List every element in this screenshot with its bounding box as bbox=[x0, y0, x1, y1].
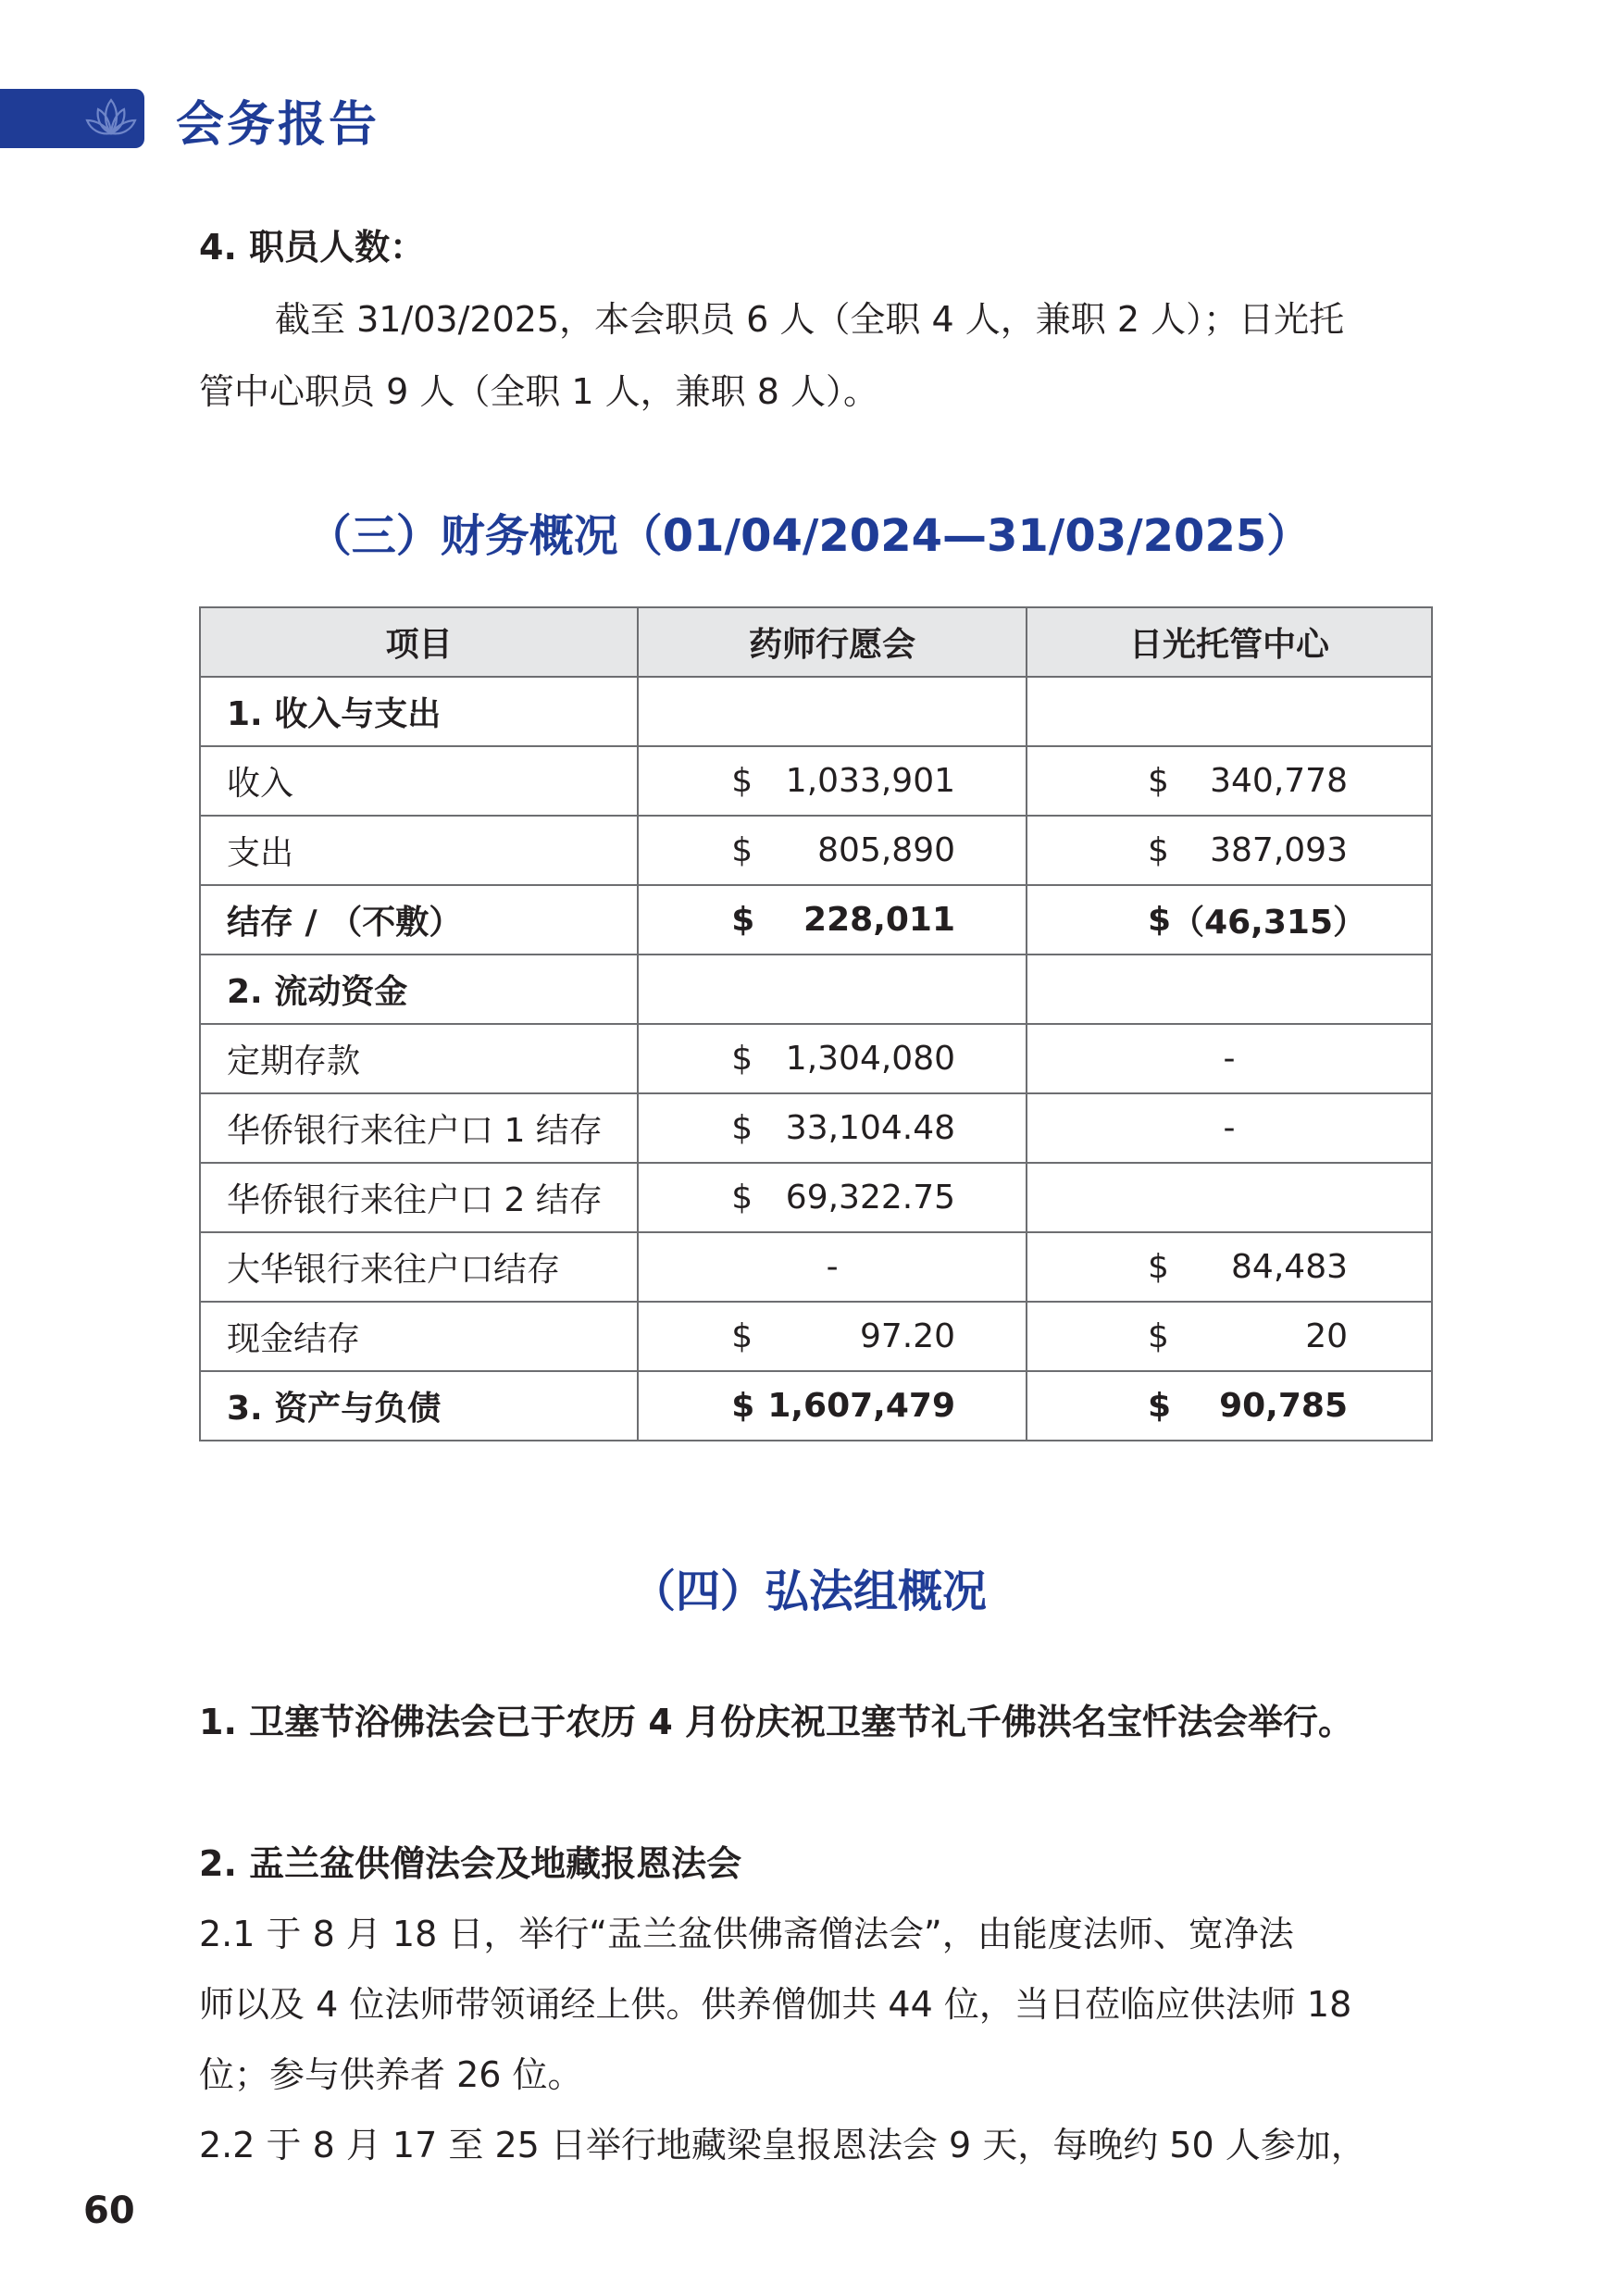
amount-cell: $ 20 bbox=[1027, 1302, 1432, 1371]
amount-cell: $ （46,315） bbox=[1027, 885, 1432, 955]
amount-cell: $ 340,778 bbox=[1027, 746, 1432, 816]
table-row bbox=[200, 1371, 1432, 1441]
table-row bbox=[200, 1024, 1432, 1093]
row-label: 现金结存 bbox=[200, 1302, 638, 1371]
amount-cell: $ 228,011 bbox=[638, 885, 1027, 955]
dharma-item-2-heading: 2. 盂兰盆供僧法会及地藏报恩法会 bbox=[199, 1843, 742, 1884]
row-label: 1. 收入与支出 bbox=[200, 677, 638, 746]
dharma-item-2-2-line-1: 2.2 于 8 月 17 至 25 日举行地藏梁皇报恩法会 9 天，每晚约 50 人参加， bbox=[199, 2125, 1366, 2165]
empty-cell bbox=[638, 677, 1027, 746]
empty-cell bbox=[638, 955, 1027, 1024]
row-label: 结存 / （不敷） bbox=[200, 885, 638, 955]
table-row bbox=[200, 885, 1432, 955]
dharma-item-2-1-line-3: 位；参与供养者 26 位。 bbox=[199, 2054, 583, 2095]
row-label: 支出 bbox=[200, 816, 638, 885]
staff-heading: 4. 职员人数： bbox=[199, 227, 426, 268]
empty-cell bbox=[1027, 1163, 1432, 1232]
amount-cell: $ 84,483 bbox=[1027, 1232, 1432, 1302]
dharma-section-title: （四）弘法组概况 bbox=[630, 1566, 987, 1617]
staff-section bbox=[199, 211, 1433, 428]
dharma-item-2 bbox=[199, 1828, 1433, 2180]
column-header-item: 项目 bbox=[200, 607, 638, 677]
amount-cell: $ 387,093 bbox=[1027, 816, 1432, 885]
table-row bbox=[200, 1302, 1432, 1371]
table-header-row bbox=[200, 607, 1432, 677]
amount-cell: $ 33,104.48 bbox=[638, 1093, 1027, 1163]
amount-cell: $ 1,033,901 bbox=[638, 746, 1027, 816]
finance-table bbox=[199, 606, 1433, 1441]
table-row bbox=[200, 1093, 1432, 1163]
finance-section-title: （三）财务概况（01/04/2024—31/03/2025） bbox=[306, 510, 1312, 562]
amount-cell: $ 69,322.75 bbox=[638, 1163, 1027, 1232]
table-row bbox=[200, 1163, 1432, 1232]
row-label: 3. 资产与负债 bbox=[200, 1371, 638, 1441]
empty-cell bbox=[1027, 677, 1432, 746]
table-row bbox=[200, 816, 1432, 885]
table-row bbox=[200, 746, 1432, 816]
table-row bbox=[200, 1232, 1432, 1302]
column-header-daycare: 日光托管中心 bbox=[1027, 607, 1432, 677]
row-label: 大华银行来往户口结存 bbox=[200, 1232, 638, 1302]
row-label: 2. 流动资金 bbox=[200, 955, 638, 1024]
column-header-association: 药师行愿会 bbox=[638, 607, 1027, 677]
staff-line-1: 截至 31/03/2025，本会职员 6 人（全职 4 人，兼职 2 人）；日光托 bbox=[275, 299, 1345, 340]
dharma-item-1: 1. 卫塞节浴佛法会已于农历 4 月份庆祝卫塞节礼千佛洪名宝忏法会举行。 bbox=[199, 1702, 1354, 1742]
row-label: 华侨银行来往户口 2 结存 bbox=[200, 1163, 638, 1232]
dharma-item-2-1-line-1: 2.1 于 8 月 18 日，举行“盂兰盆供佛斋僧法会”，由能度法师、宽净法 bbox=[199, 1914, 1294, 1954]
row-label: 华侨银行来往户口 1 结存 bbox=[200, 1093, 638, 1163]
lotus-icon bbox=[83, 94, 139, 143]
amount-cell: $ 1,607,479 bbox=[638, 1371, 1027, 1441]
dash-cell: - bbox=[1027, 1024, 1432, 1093]
page-number: 60 bbox=[83, 2190, 135, 2232]
dharma-item-2-1-line-2: 师以及 4 位法师带领诵经上供。供养僧伽共 44 位，当日莅临应供法师 18 bbox=[199, 1984, 1352, 2025]
table-row bbox=[200, 677, 1432, 746]
amount-cell: $ 805,890 bbox=[638, 816, 1027, 885]
empty-cell bbox=[1027, 955, 1432, 1024]
staff-line-2: 管中心职员 9 人（全职 1 人，兼职 8 人）。 bbox=[199, 371, 879, 412]
row-label: 收入 bbox=[200, 746, 638, 816]
row-label: 定期存款 bbox=[200, 1024, 638, 1093]
amount-cell: $ 1,304,080 bbox=[638, 1024, 1027, 1093]
dash-cell: - bbox=[1027, 1093, 1432, 1163]
amount-cell: $ 97.20 bbox=[638, 1302, 1027, 1371]
dash-cell: - bbox=[638, 1232, 1027, 1302]
amount-cell: $ 90,785 bbox=[1027, 1371, 1432, 1441]
page-header-title: 会务报告 bbox=[176, 97, 380, 153]
table-row bbox=[200, 955, 1432, 1024]
header-bar bbox=[0, 89, 144, 148]
